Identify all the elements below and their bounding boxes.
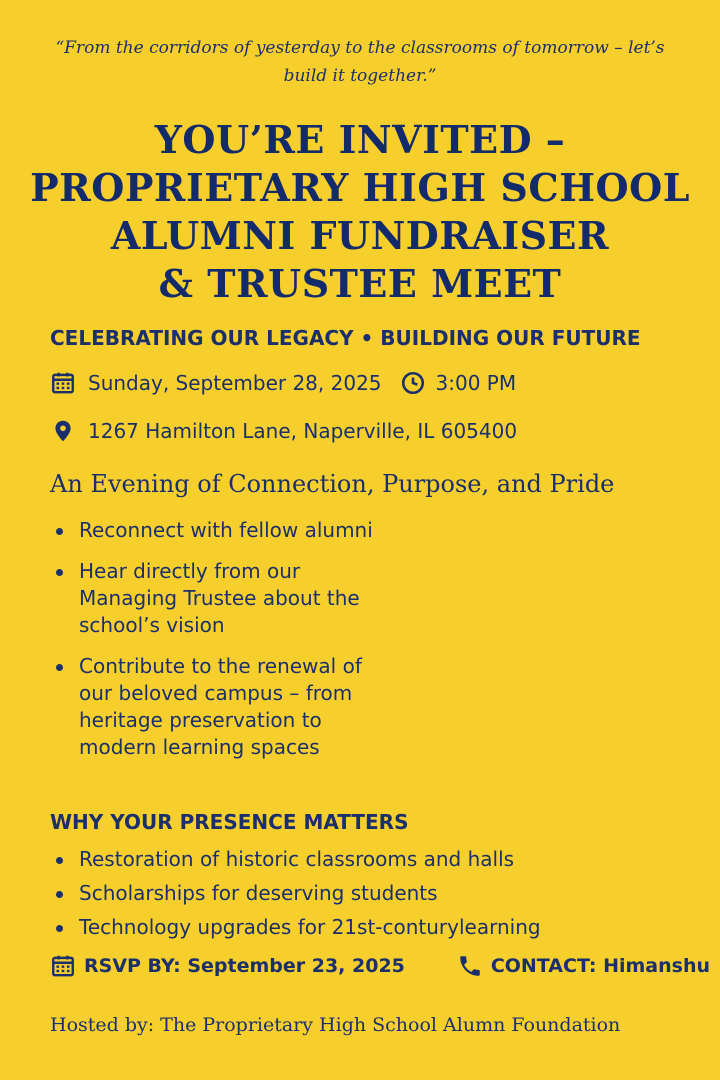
tagline: CELEBRATING OUR LEGACY • BUILDING OUR FUTURE: [50, 326, 641, 350]
why-heading: WHY YOUR PRESENCE MATTERS: [50, 810, 409, 834]
title-line: PROPRIETARY HIGH SCHOOL: [30, 165, 690, 210]
list-item: Hear directly from our Managing Trustee about the school’s vision: [50, 558, 390, 639]
title-line: & TRUSTEE MEET: [158, 261, 562, 306]
opening-quote: “From the corridors of yesterday to the classrooms of tomorrow – let’s build it together.”: [55, 38, 665, 86]
list-item: Technology upgrades for 21st-conturylearning: [50, 914, 690, 941]
date-time-row: [50, 370, 516, 396]
event-time-group: [400, 370, 517, 396]
why-list: [50, 846, 690, 948]
calendar-icon: [50, 370, 76, 396]
event-date: Sunday, September 28, 2025: [88, 371, 382, 395]
rsvp-group: [50, 953, 405, 979]
hosted-by: Hosted by: The Proprietary High School Alumn Foundation: [50, 1014, 621, 1036]
list-item: Reconnect with fellow alumni: [50, 517, 390, 544]
list-item: Restoration of historic classrooms and halls: [50, 846, 690, 873]
address-row: [50, 418, 517, 444]
evening-list: [50, 517, 390, 775]
contact-group: [457, 953, 710, 979]
contact-name: CONTACT: Himanshu: [490, 955, 710, 977]
phone-icon: [457, 953, 483, 979]
calendar-icon: [50, 953, 76, 979]
list-item: Scholarships for deserving students: [50, 880, 690, 907]
invitation-title: [20, 116, 700, 308]
title-line: ALUMNI FUNDRAISER: [110, 213, 610, 258]
event-time: 3:00 PM: [435, 371, 517, 395]
location-pin-icon: [50, 418, 76, 444]
event-address: 1267 Hamilton Lane, Naperville, IL 605400: [88, 419, 518, 443]
title-line: YOU’RE INVITED –: [154, 117, 566, 162]
rsvp-deadline: RSVP BY: September 23, 2025: [84, 955, 405, 977]
rsvp-contact-row: [50, 953, 710, 979]
evening-heading: An Evening of Connection, Purpose, and Pride: [50, 470, 615, 498]
clock-icon: [400, 370, 426, 396]
list-item: Contribute to the renewal of our beloved campus – from heritage preservation to modern learning spaces: [50, 653, 390, 761]
